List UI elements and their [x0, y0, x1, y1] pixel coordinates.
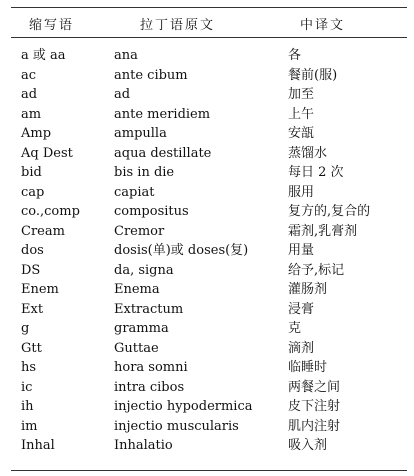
latin-cell: ante cibum: [114, 67, 188, 83]
abbreviation-cell: bid: [21, 165, 42, 180]
table-row: [11, 282, 407, 302]
table-row: [11, 302, 407, 322]
table-row: [11, 419, 407, 439]
translation-cell: 上午: [288, 106, 315, 122]
table-row: [11, 341, 407, 361]
table-bottom-rule: [11, 470, 407, 471]
table-row: [11, 321, 407, 341]
translation-cell: 餐前(服): [288, 67, 338, 83]
translation-cell: 皮下注射: [288, 399, 341, 414]
header-chinese-translation: 中译文: [300, 18, 346, 33]
translation-cell: 滴剂: [288, 340, 315, 356]
translation-cell: 加至: [288, 87, 315, 102]
translation-cell: 蒸馏水: [288, 145, 328, 161]
latin-cell: intra cibos: [114, 379, 185, 395]
table-header-rule: [11, 37, 407, 38]
table-row: [11, 204, 407, 224]
latin-cell: Enema: [114, 282, 160, 297]
latin-cell: ana: [114, 48, 138, 63]
abbreviation-cell: Cream: [21, 223, 65, 239]
latin-cell: compositus: [114, 204, 189, 219]
translation-cell: 临睡时: [288, 360, 328, 375]
abbreviation-cell: cap: [21, 184, 45, 200]
abbreviation-cell: Ext: [21, 301, 44, 317]
latin-cell: injectio muscularis: [114, 418, 239, 434]
translation-cell: 服用: [288, 184, 315, 200]
latin-cell: ante meridiem: [114, 106, 211, 122]
table-row: [11, 87, 407, 107]
table-row: [11, 107, 407, 127]
abbreviation-cell: co.,comp: [21, 204, 80, 219]
latin-cell: Guttae: [114, 340, 159, 356]
translation-cell: 吸入剂: [288, 438, 328, 453]
table-row: [11, 438, 407, 458]
latin-cell: ad: [114, 87, 131, 102]
table-row: [11, 146, 407, 166]
latin-cell: Inhalatio: [114, 438, 173, 453]
abbreviation-cell: ih: [21, 399, 34, 414]
translation-cell: 两餐之间: [288, 379, 341, 395]
table-header: [11, 7, 407, 37]
latin-cell: gramma: [114, 321, 169, 336]
translation-cell: 各: [288, 48, 302, 63]
translation-cell: 用量: [288, 243, 315, 258]
translation-cell: 复方的,复合的: [288, 204, 371, 219]
abbreviation-cell: Inhal: [21, 438, 55, 453]
abbreviation-cell: hs: [21, 360, 37, 375]
abbreviation-cell: ac: [21, 67, 37, 83]
latin-cell: bis in die: [114, 165, 175, 180]
abbreviation-cell: im: [21, 418, 38, 434]
translation-cell: 克: [288, 321, 302, 336]
latin-cell: aqua destillate: [114, 145, 212, 161]
translation-cell: 灌肠剂: [288, 282, 328, 297]
abbreviation-cell: g: [21, 321, 30, 336]
abbreviation-cell: ad: [21, 87, 38, 102]
table-row: [11, 165, 407, 185]
abbreviation-cell: Gtt: [21, 340, 42, 356]
abbreviation-cell: DS: [21, 262, 41, 278]
translation-cell: 给予,标记: [288, 262, 345, 278]
translation-cell: 每日 2 次: [288, 165, 344, 180]
abbreviation-table: [11, 7, 407, 471]
latin-cell: injectio hypodermica: [114, 399, 253, 414]
translation-cell: 霜剂,乳膏剂: [288, 223, 358, 239]
table-row: [11, 126, 407, 146]
abbreviation-cell: Aq Dest: [21, 145, 73, 161]
latin-cell: capiat: [114, 184, 155, 200]
translation-cell: 浸膏: [288, 301, 315, 317]
translation-cell: 肌内注射: [288, 418, 341, 434]
table-row: [11, 263, 407, 283]
table-body: [11, 48, 407, 458]
table-row: [11, 380, 407, 400]
abbreviation-cell: dos: [21, 243, 44, 258]
abbreviation-cell: Amp: [21, 126, 52, 141]
table-row: [11, 360, 407, 380]
abbreviation-cell: a 或 aa: [21, 48, 66, 63]
abbreviation-cell: am: [21, 106, 42, 122]
latin-cell: da, signa: [114, 262, 174, 278]
latin-cell: Cremor: [114, 223, 165, 239]
latin-cell: Extractum: [114, 301, 184, 317]
abbreviation-cell: Enem: [21, 282, 59, 297]
table-row: [11, 399, 407, 419]
translation-cell: 安瓿: [288, 126, 315, 141]
latin-cell: dosis(单)或 doses(复): [114, 243, 249, 258]
latin-cell: ampulla: [114, 126, 167, 141]
table-row: [11, 48, 407, 68]
table-row: [11, 243, 407, 263]
table-row: [11, 68, 407, 88]
header-abbreviation: 缩写语: [29, 18, 75, 33]
header-latin-original: 拉丁语原文: [140, 18, 216, 33]
table-row: [11, 185, 407, 205]
latin-cell: hora somni: [114, 360, 188, 375]
table-row: [11, 224, 407, 244]
abbreviation-cell: ic: [21, 379, 33, 395]
